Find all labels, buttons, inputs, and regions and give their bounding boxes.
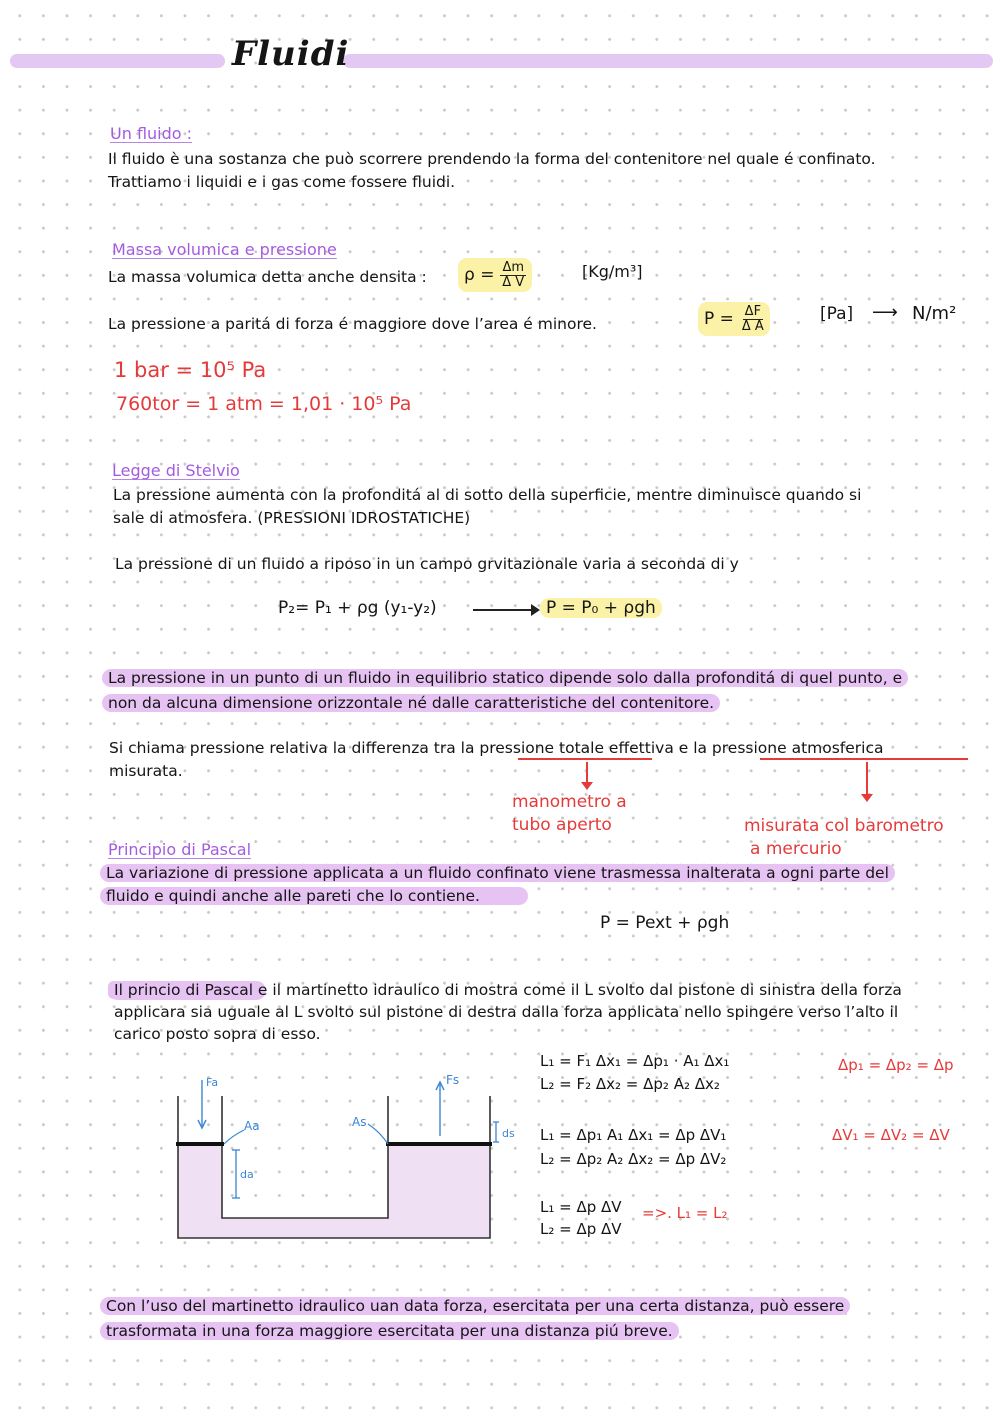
pascal-line1 bbox=[100, 862, 895, 885]
stelvio-line1: La pressione aumenta con la profonditá al di sotto della superficie, mentre diminuisce quando si bbox=[113, 486, 862, 504]
eq-l1: L₁ = F₁ Δx₁ = Δp₁ · A₁ Δx₁ bbox=[540, 1052, 730, 1070]
highlight-statico-1 bbox=[102, 667, 908, 690]
formula-arrow-head bbox=[531, 604, 540, 616]
note-barometro-2: a mercurio bbox=[750, 839, 842, 859]
eq-l5: L₁ = Δp ΔV bbox=[540, 1198, 622, 1216]
relativa-line1: Si chiama pressione relativa la differenza tra la pressione totale effettiva e la pressione atmosferica bbox=[109, 739, 884, 757]
pascal-line2-text: fluido e quindi anche alle pareti che lo contiene. bbox=[100, 887, 528, 905]
bar-conversion: 1 bar = 10⁵ Pa bbox=[114, 358, 267, 382]
heading-un-fluido: Un fluido : bbox=[110, 124, 193, 143]
eq-l6: L₂ = Δp ΔV bbox=[540, 1220, 622, 1238]
heading-massa-volumica: Massa volumica e pressione bbox=[112, 240, 337, 259]
aa-leader bbox=[224, 1130, 244, 1144]
pascal-line1-text: La variazione di pressione applicata a un fluido confinato viene trasmessa inalterata a ogni parte del bbox=[100, 864, 895, 882]
title-bar-right bbox=[343, 54, 993, 68]
eq-l2: L₂ = F₂ Δx₂ = Δp₂ A₂ Δx₂ bbox=[540, 1075, 720, 1093]
pressure-fraction bbox=[742, 305, 764, 334]
eq-delta-v: ΔV₁ = ΔV₂ = ΔV bbox=[832, 1126, 950, 1144]
density-lhs: ρ = bbox=[464, 265, 495, 285]
pressure-num: ΔF bbox=[744, 303, 762, 319]
conclusion-line2 bbox=[100, 1320, 679, 1343]
conclusion-line2-text: trasformata in una forza maggiore esercitata per una distanza piú breve. bbox=[100, 1322, 679, 1340]
note-manometro-2: tubo aperto bbox=[512, 815, 612, 835]
page-title: Fluidi bbox=[232, 34, 350, 74]
eq-conclusion: =>. L₁ = L₂ bbox=[642, 1204, 728, 1222]
hydraulic-press-diagram bbox=[160, 1060, 520, 1250]
sec1-line1: Il fluido è una sostanza che può scorrere prendendo la forma del contenitore nel quale é confinato. bbox=[108, 150, 876, 168]
stelvio-line2: sale di atmosfera. (PRESSIONI IDROSTATICHE) bbox=[113, 509, 471, 527]
pascal-formula: P = Pext + ρgh bbox=[600, 913, 730, 933]
note-barometro-1: misurata col barometro bbox=[744, 816, 944, 836]
pascal-line2 bbox=[100, 885, 528, 908]
sec1-line2: Trattiamo i liquidi e i gas come fossere fluidi. bbox=[108, 173, 456, 191]
label-aa: Aa bbox=[244, 1119, 260, 1133]
density-fraction bbox=[500, 261, 526, 290]
label-fs: Fs bbox=[446, 1073, 460, 1087]
martinetto-p1: Il princio di Pascal e il martinetto idraulico di mostra come il L svolto dal pistone di sinistra della forza bbox=[114, 981, 902, 999]
note-manometro-1: manometro a bbox=[512, 792, 627, 812]
arrow-manometro bbox=[586, 762, 588, 784]
label-fa: Fa bbox=[206, 1076, 219, 1089]
density-unit: [Kg/m³] bbox=[582, 262, 643, 281]
density-den: Δ V bbox=[502, 274, 525, 290]
stelvio-line3: La pressione di un fluido a riposo in un campo grvitazionale varia a seconda di y bbox=[115, 555, 739, 573]
arrow-barometro bbox=[866, 762, 868, 796]
formula-arrow bbox=[473, 609, 533, 611]
hl-statico-2-text: non da alcuna dimensione orizzontale né dalle caratteristiche del contenitore. bbox=[102, 694, 720, 712]
pressure-unit: [Pa] bbox=[820, 304, 854, 324]
density-text: La massa volumica detta anche densita : bbox=[108, 268, 427, 286]
underline-pressione-totale bbox=[518, 758, 652, 760]
stevino-result: P = P₀ + ρgh bbox=[540, 598, 662, 618]
stevino-formula: P₂= P₁ + ρg (y₁-y₂) bbox=[278, 598, 437, 618]
as-leader bbox=[368, 1124, 388, 1144]
density-num: Δm bbox=[502, 259, 525, 275]
pressure-arrow: ⟶ bbox=[872, 302, 898, 323]
martinetto-p3: carico posto sopra di esso. bbox=[114, 1025, 321, 1043]
pressure-formula bbox=[698, 302, 770, 336]
label-da: da bbox=[240, 1168, 254, 1181]
heading-pascal: Principio di Pascal bbox=[108, 840, 252, 859]
conclusion-line1-text: Con l’uso del martinetto idraulico uan data forza, esercitata per una certa distanza, può essere bbox=[100, 1297, 850, 1315]
pressure-lhs: P = bbox=[704, 309, 734, 329]
pressure-den: Δ A bbox=[741, 318, 764, 334]
torr-conversion: 760tor = 1 atm = 1,01 · 10⁵ Pa bbox=[116, 393, 412, 415]
martinetto-p2: applicara sia uguale al L svolto sul pistone di destra dalla forza applicata nello spingere verso l’alto il bbox=[114, 1003, 899, 1021]
underline-pressione-atm bbox=[760, 758, 968, 760]
highlight-statico-2 bbox=[102, 692, 720, 715]
relativa-line2: misurata. bbox=[109, 762, 183, 780]
density-formula bbox=[458, 258, 532, 292]
eq-l4: L₂ = Δp₂ A₂ Δx₂ = Δp ΔV₂ bbox=[540, 1150, 727, 1168]
label-ds: ds bbox=[502, 1127, 515, 1140]
pressure-text: La pressione a paritá di forza é maggiore dove l’area é minore. bbox=[108, 315, 597, 333]
hl-statico-1-text: La pressione in un punto di un fluido in equilibrio statico dipende solo dalla profonditá di quel punto, e bbox=[102, 669, 908, 687]
eq-delta-p: Δp₁ = Δp₂ = Δp bbox=[838, 1056, 954, 1074]
conclusion-line1 bbox=[100, 1295, 850, 1318]
label-as: As bbox=[352, 1115, 367, 1129]
fluid-fill bbox=[178, 1144, 490, 1238]
pressure-si: N/m² bbox=[912, 303, 957, 324]
title-bar-left bbox=[10, 54, 225, 68]
eq-l3: L₁ = Δp₁ A₁ Δx₁ = Δp ΔV₁ bbox=[540, 1126, 727, 1144]
heading-legge-stelvio: Legge di Stelvio bbox=[112, 461, 240, 480]
